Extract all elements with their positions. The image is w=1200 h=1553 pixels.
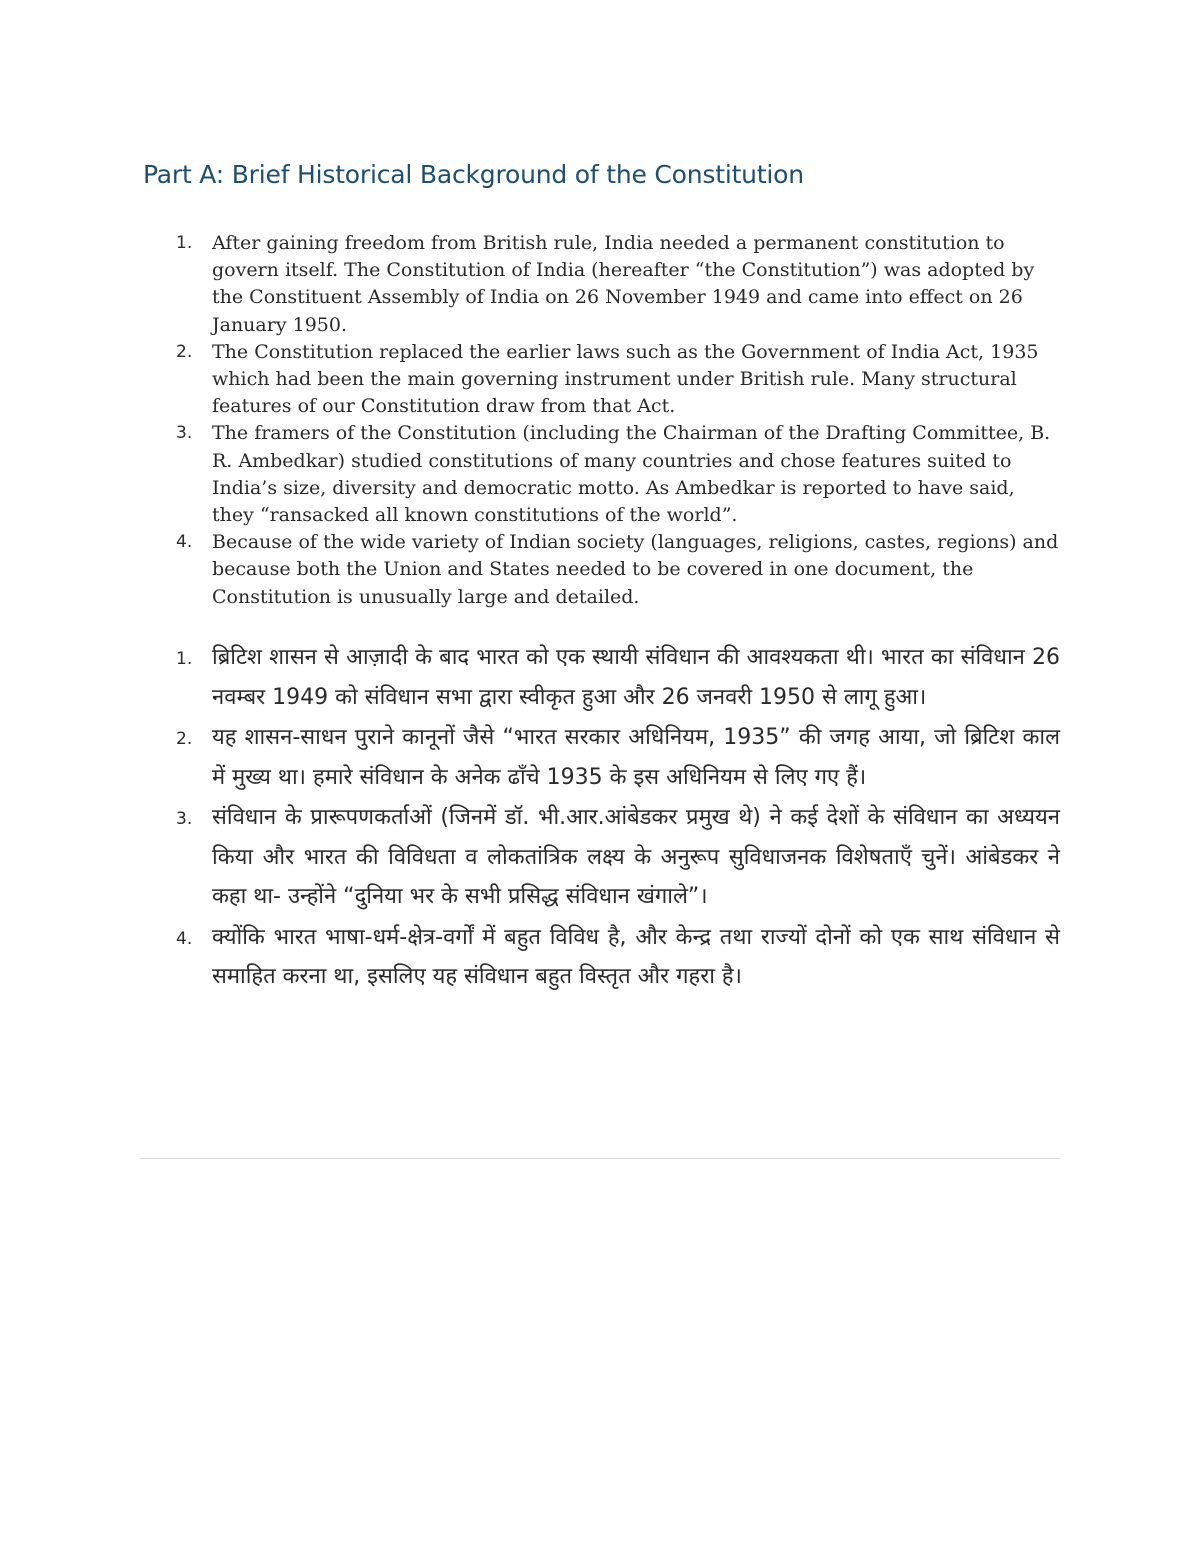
horizontal-divider [140,1158,1060,1159]
item-number: 4. [176,532,193,553]
item-text: ब्रिटिश शासन से आज़ादी के बाद भारत को एक स्थायी संविधान की आवश्यकता थी। भारत का संविधान 26 नवम्बर 1949 को संविधान सभा द्वारा स्वीकृत हुआ और 26 जनवरी 1950 से लागू हुआ। [212,645,1060,710]
item-number: 3. [176,809,193,829]
list-item [170,230,1060,339]
list-item [170,529,1060,611]
section-heading: Part A: Brief Historical Background of the Constitution [143,160,804,189]
list-item [170,339,1060,421]
item-number: 1. [176,233,193,253]
item-text: The Constitution replaced the earlier laws such as the Government of India Act, 1935 which had been the main governing instrument under British rule. Many structural features of our Constitution draw from that Act. [212,340,1039,418]
item-text: Because of the wide variety of Indian society (languages, religions, castes, regions) and because both the Union and States needed to be covered in one document, the Constitution is unusually large and detailed. [212,531,1059,608]
item-text: क्योंकि भारत भाषा-धर्म-क्षेत्र-वर्गों में बहुत विविध है, और केन्द्र तथा राज्यों दोनों को एक साथ संविधान से समाहित करना था, इसलिए यह संविधान बहुत विस्तृत और गहरा है। [212,924,1060,989]
item-number: 4. [176,928,193,949]
item-text: After gaining freedom from British rule, India needed a permanent constitution to govern itself. The Constitution of India (hereafter “the Constitution”) was adopted by the Constituent Assembly of India on 26 November 1949 and came into effect on 26 January 1950. [212,232,1035,336]
item-number: 2. [176,729,193,749]
list-item [170,798,1060,917]
item-number: 2. [176,341,193,362]
item-text: The framers of the Constitution (including the Chairman of the Drafting Committee, B. R. Ambedkar) studied constitutions of many countries and chose features suited to India’s size, diversity and democratic motto. As Ambedkar is reported to have said, they “ransacked all known constitutions of the world”. [212,422,1051,527]
item-number: 3. [176,423,193,444]
item-text: संविधान के प्रारूपणकर्ताओं (जिनमें डॉ. भी.आर.आंबेडकर प्रमुख थे) ने कई देशों के संविधान का अध्ययन किया और भारत की विविधता व लोकतांत्रिक लक्ष्य के अनुरूप सुविधाजनक विशेषताएँ चुनें। आंबेडकर ने कहा था- उन्होंने “दुनिया भर के सभी प्रसिद्ध संविधान खंगाले”। [212,805,1060,909]
item-text: यह शासन-साधन पुराने कानूनों जैसे “भारत सरकार अधिनियम, 1935” की जगह आया, जो ब्रिटिश काल में मुख्य था। हमारे संविधान के अनेक ढाँचे 1935 के इस अधिनियम से लिए गए हैं। [212,725,1060,790]
list-item [170,420,1060,529]
list-item [170,638,1060,717]
list-item [170,918,1060,997]
list-item [170,718,1060,797]
item-number: 1. [176,649,193,669]
hindi-list [170,638,1060,998]
english-list [170,230,1060,611]
